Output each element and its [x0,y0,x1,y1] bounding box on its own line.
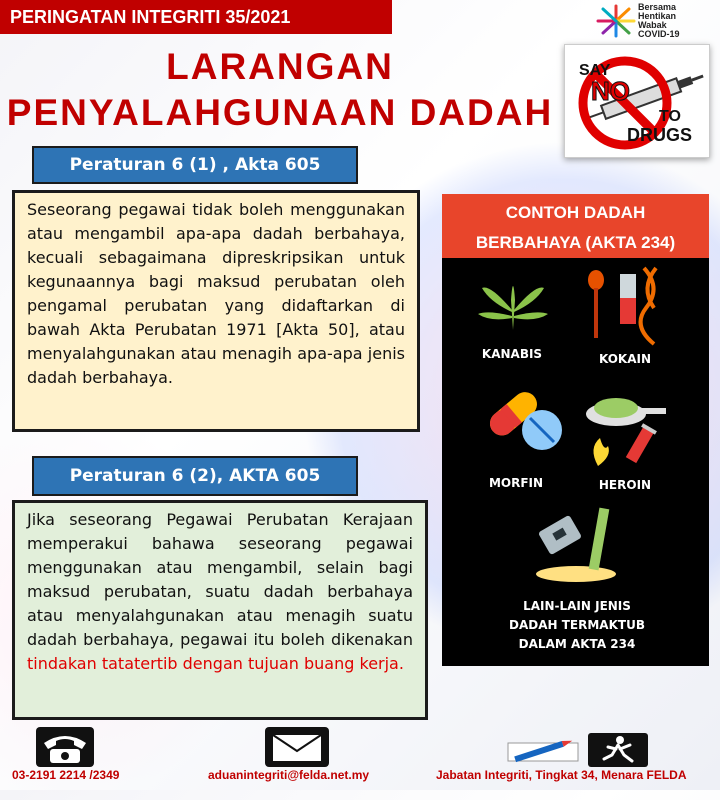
title-line-1: LARANGAN [166,46,394,87]
cocaine-icon [582,264,668,346]
other-drugs-line: DADAH TERMAKTUB [509,618,645,632]
no-drugs-icon [564,44,710,158]
envelope-icon [265,727,329,767]
cannabis-icon [476,270,550,334]
covid-logo [594,2,712,40]
regulation-1-heading: Peraturan 6 (1) , Akta 605 [32,146,358,184]
drug-label-kokain: KOKAIN [598,352,652,366]
covid-text-line: Hentikan [638,11,677,21]
covid-text-line: Wabak [638,20,667,30]
page-title [0,44,560,136]
title-line-2: PENYALAHGUNAAN DADAH [6,92,554,133]
footer-address: Jabatan Integriti, Tingkat 34, Menara FELDA [436,768,687,782]
drug-label-morfin: MORFIN [488,476,544,490]
regulation-2-body: Jika seseorang Pegawai Perubatan Kerajaan memperakui bahawa seseorang pegawai menggunakan atau mengambil, selain bagi maksud perubatan, suatu dadah berbahaya atau menyalahgunakan atau menagih suatu dadah berbahaya, pegawai itu boleh dikenakan [27,510,413,649]
exit-icon [588,733,648,767]
no-drugs-word: SAY [579,62,611,79]
drug-label-heroin: HEROIN [598,478,652,492]
drug-examples-panel [442,194,709,666]
no-drugs-word: NO [591,76,630,106]
footer-phone: 03-2191 2214 /2349 [12,768,120,782]
covid-text-line: COVID-19 [638,29,680,39]
integrity-banner: PERINGATAN INTEGRITI 35/2021 [0,0,392,34]
no-drugs-word: DRUGS [627,125,693,145]
regulation-2-text [12,500,428,720]
other-drugs-line: LAIN-LAIN JENIS [523,599,631,613]
covid-text-line: Bersama [638,2,677,12]
pill-icon [478,380,570,460]
phone-icon [36,727,94,767]
drug-label-kanabis: KANABIS [481,347,543,361]
drug-heading-line: CONTOH DADAH [505,203,646,222]
regulation-2-highlight: tindakan tatatertib dengan tujuan buang kerja. [27,654,404,673]
drug-heading-line: BERBAHAYA (AKTA 234) [475,233,676,252]
other-drugs-line: DALAM AKTA 234 [518,637,636,651]
pen-icon [504,737,584,765]
covid-logo-text [638,3,680,39]
heroin-icon [578,378,668,470]
footer-email[interactable]: aduanintegriti@felda.net.my [208,768,370,782]
no-drugs-word: TO [659,108,681,125]
drug-label-others [482,597,672,654]
drug-panel-heading [442,194,709,258]
covid-logo-icon [594,3,638,39]
regulation-1-text: Seseorang pegawai tidak boleh menggunakan atau mengambil apa-apa dadah berbahaya, kecuali sebagaimana dipreskripsikan untuk kegunaannya bagi maksud perubatan oleh pengamal perubatan yang didaftarkan di bawah Akta Perubatan 1971 [Akta 50], atau menyalahgunakan atau menagih apa-apa jenis dadah berbahaya. [12,190,420,432]
regulation-2-heading: Peraturan 6 (2), AKTA 605 [32,456,358,496]
razor-icon [528,504,624,584]
